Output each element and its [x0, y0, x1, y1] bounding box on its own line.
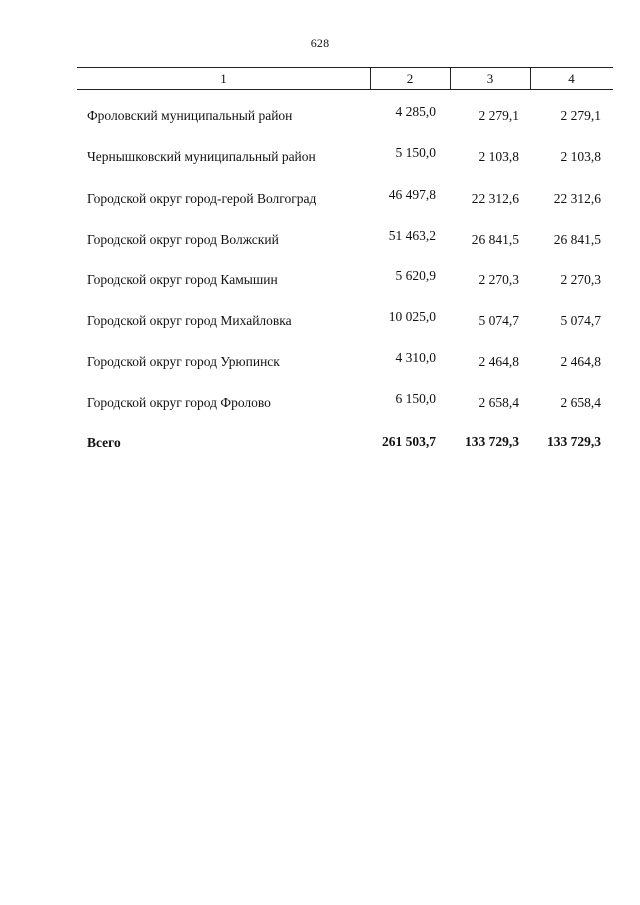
row-name: Чернышковский муниципальный район: [87, 149, 316, 164]
total-value-col4: 133 729,3: [547, 434, 601, 449]
table-row: [0, 187, 640, 211]
table-total-row: [0, 431, 640, 455]
row-value-col2: 5 620,9: [395, 268, 436, 283]
row-value-col3: 2 464,8: [478, 354, 519, 369]
total-value-col2: 261 503,7: [382, 434, 436, 449]
row-value-col4: 22 312,6: [553, 191, 601, 206]
row-value-col3: 2 270,3: [478, 272, 519, 287]
table-row: [0, 309, 640, 333]
column-header-1: 1: [220, 71, 227, 86]
total-value-col3: 133 729,3: [465, 434, 519, 449]
row-value-col2: 4 285,0: [395, 104, 436, 119]
column-header-4: 4: [568, 71, 575, 86]
row-name: Городской округ город Михайловка: [87, 313, 292, 328]
table-row: [0, 104, 640, 128]
row-value-col4: 2 658,4: [560, 395, 601, 410]
table-row: [0, 145, 640, 169]
table-row: [0, 228, 640, 252]
table-row: [0, 350, 640, 374]
total-label: Всего: [87, 435, 121, 450]
row-value-col2: 51 463,2: [388, 228, 436, 243]
row-value-col3: 2 279,1: [478, 108, 519, 123]
row-name: Городской округ город Камышин: [87, 272, 278, 287]
row-value-col4: 5 074,7: [560, 313, 601, 328]
page-number: 628: [310, 36, 330, 50]
row-value-col3: 5 074,7: [478, 313, 519, 328]
column-header-2: 2: [406, 71, 414, 86]
row-value-col4: 2 103,8: [560, 149, 601, 164]
column-header-3: 3: [486, 71, 494, 86]
row-value-col2: 46 497,8: [388, 187, 436, 202]
row-value-col3: 22 312,6: [471, 191, 519, 206]
row-value-col4: 2 464,8: [560, 354, 601, 369]
table-row: [0, 268, 640, 292]
row-value-col3: 2 103,8: [478, 149, 519, 164]
row-value-col4: 2 279,1: [560, 108, 601, 123]
row-value-col2: 6 150,0: [395, 391, 436, 406]
row-value-col4: 26 841,5: [553, 232, 601, 247]
row-value-col4: 2 270,3: [560, 272, 601, 287]
row-name: Городской округ город Волжский: [87, 232, 279, 247]
row-value-col2: 5 150,0: [395, 145, 436, 160]
row-value-col2: 10 025,0: [388, 309, 436, 324]
row-name: Городской округ город Фролово: [87, 395, 271, 410]
row-name: Фроловский муниципальный район: [87, 108, 293, 123]
row-value-col2: 4 310,0: [395, 350, 436, 365]
row-value-col3: 26 841,5: [471, 232, 519, 247]
table-row: [0, 391, 640, 415]
row-name: Городской округ город-герой Волгоград: [87, 191, 317, 206]
table-header-bottom-rule: [77, 89, 613, 90]
row-name: Городской округ город Урюпинск: [87, 354, 280, 369]
row-value-col3: 2 658,4: [478, 395, 519, 410]
table-top-rule: [77, 67, 613, 68]
